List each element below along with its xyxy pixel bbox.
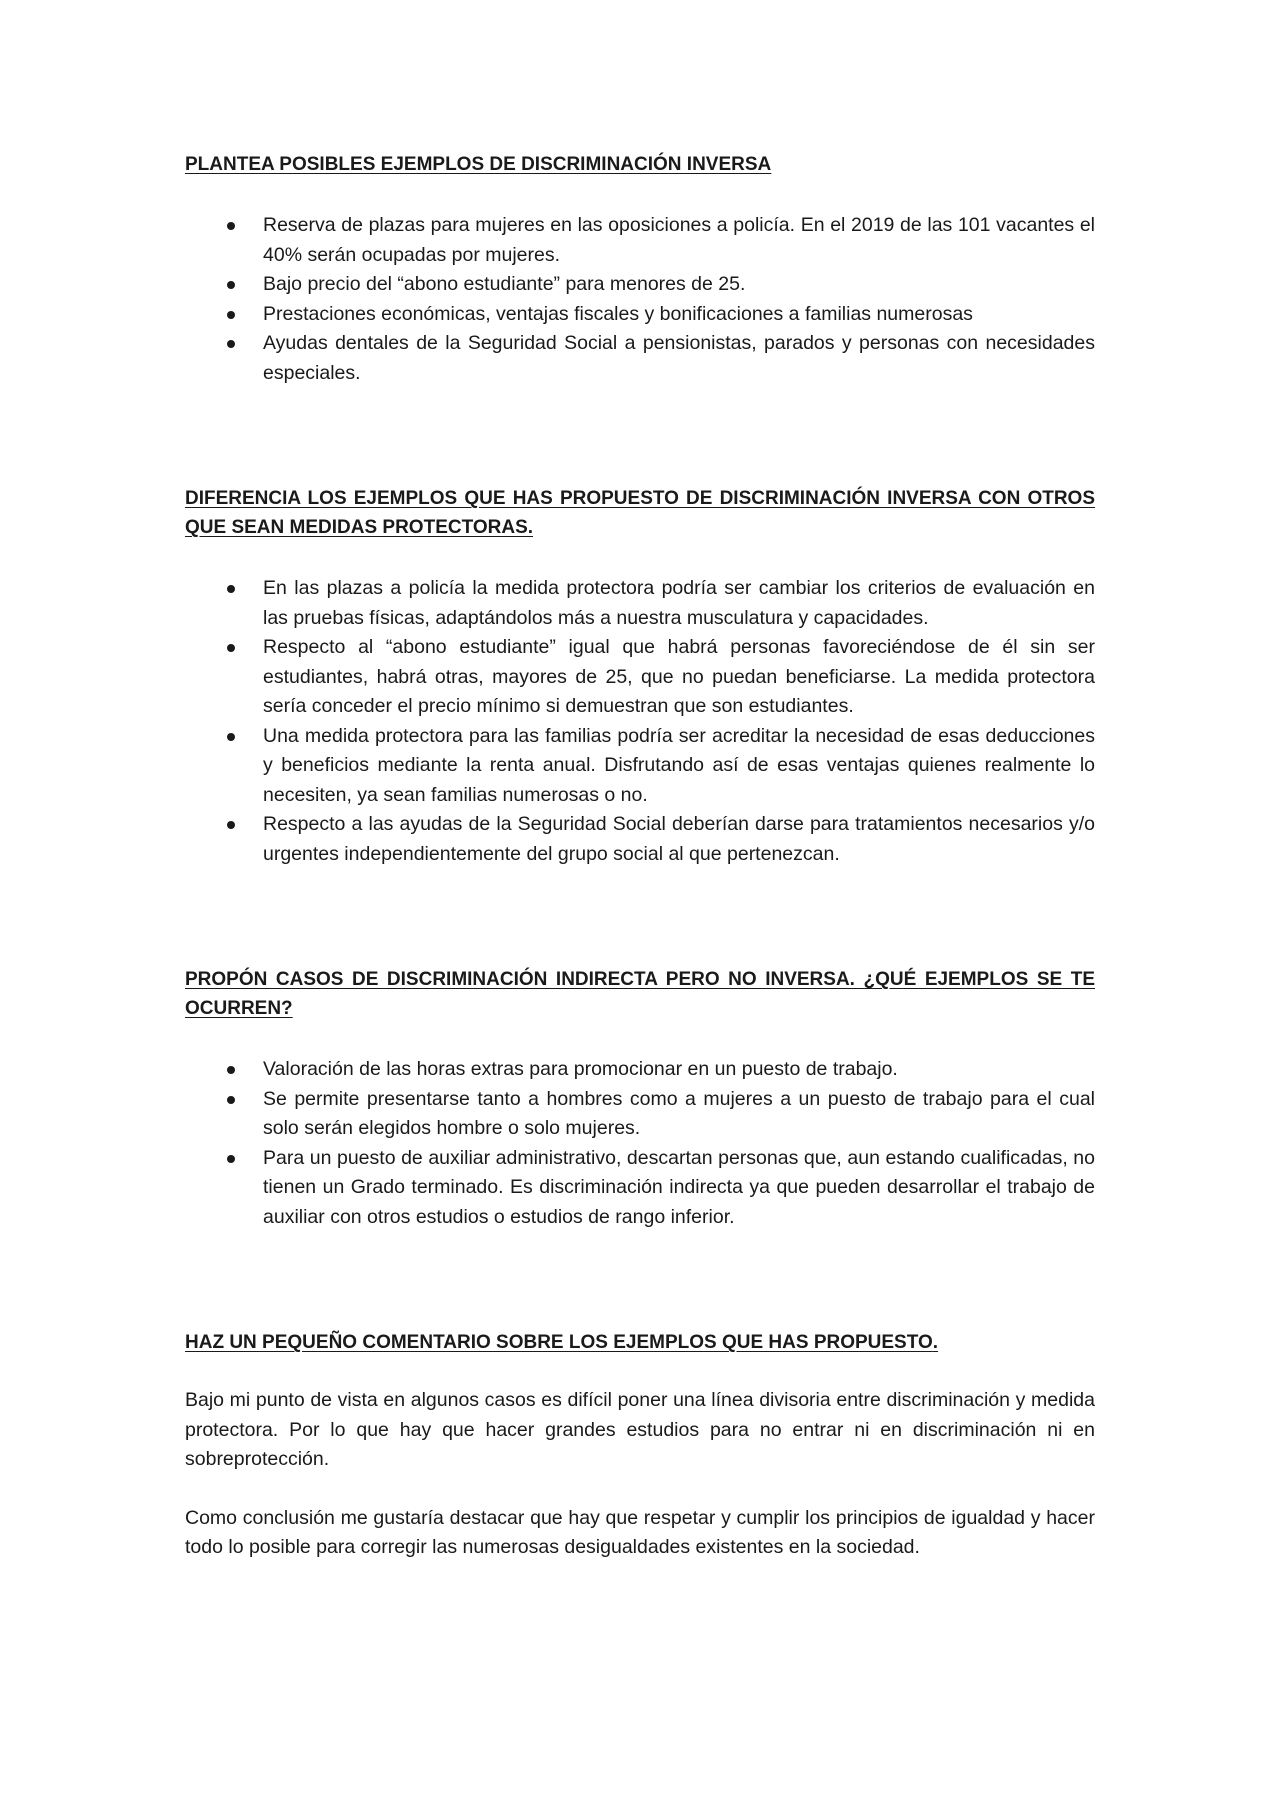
list-item-text: Una medida protectora para las familias podría ser acreditar la necesidad de esas deducciones y beneficios mediante la renta anual. Disfrutando así de esas ventajas quienes realmente lo necesiten, ya sean familias numerosas o no. [263, 724, 1095, 806]
list-item-text: Valoración de las horas extras para promocionar en un puesto de trabajo. [263, 1058, 898, 1080]
section-comentario [185, 1328, 1095, 1563]
list-item [185, 722, 1095, 811]
list-item-text: Reserva de plazas para mujeres en las oposiciones a policía. En el 2019 de las 101 vacantes el 40% serán ocupadas por mujeres. [263, 214, 1095, 266]
section-heading: PROPÓN CASOS DE DISCRIMINACIÓN INDIRECTA PERO NO INVERSA. ¿QUÉ EJEMPLOS SE TE OCURREN? [185, 969, 1095, 1019]
list-item-text: Ayudas dentales de la Seguridad Social a pensionistas, parados y personas con necesidades especiales. [263, 332, 1095, 384]
document-content [185, 150, 1095, 1563]
bullet-icon [227, 1096, 235, 1104]
bullet-icon [227, 733, 235, 741]
section-heading-suffix: . [932, 1332, 939, 1353]
bullet-icon [227, 311, 235, 319]
bullet-icon [227, 340, 235, 348]
bullet-icon [227, 1155, 235, 1163]
bullet-icon [227, 644, 235, 652]
section-discriminacion-indirecta [185, 965, 1095, 1232]
list-item [185, 270, 1095, 300]
bullet-icon [227, 1066, 235, 1074]
list-item [185, 300, 1095, 330]
body-paragraph: Como conclusión me gustaría destacar que hay que respetar y cumplir los principios de igualdad y hacer todo lo posible para corregir las numerosas desigualdades existentes en la sociedad. [185, 1506, 1095, 1558]
list-item-text: Respecto a las ayudas de la Seguridad Social deberían darse para tratamientos necesarios y/o urgentes independientemente del grupo social al que pertenezcan. [263, 813, 1095, 865]
bullet-icon [227, 821, 235, 829]
list-item [185, 1055, 1095, 1085]
list-item [185, 1085, 1095, 1144]
list-item [185, 810, 1095, 869]
section-discriminacion-inversa [185, 150, 1095, 388]
section-heading: DIFERENCIA LOS EJEMPLOS QUE HAS PROPUESTO DE DISCRIMINACIÓN INVERSA CON OTROS QUE SEAN MEDIDAS PROTECTORAS. [185, 488, 1095, 538]
bullet-list [185, 1055, 1095, 1232]
list-item-text: Bajo precio del “abono estudiante” para menores de 25. [263, 273, 746, 295]
list-item [185, 211, 1095, 270]
list-item [185, 574, 1095, 633]
list-item [185, 1144, 1095, 1233]
body-paragraph: Bajo mi punto de vista en algunos casos es difícil poner una línea divisoria entre discriminación y medida protectora. Por lo que hay que hacer grandes estudios para no entrar ni en discriminación ni en sobreprotección. [185, 1389, 1095, 1470]
section-heading [185, 1328, 1095, 1357]
list-item [185, 633, 1095, 722]
section-medidas-protectoras [185, 484, 1095, 869]
list-item-text: Se permite presentarse tanto a hombres como a mujeres a un puesto de trabajo para el cual solo serán elegidos hombre o solo mujeres. [263, 1087, 1095, 1139]
section-heading-text: HAZ UN PEQUEÑO COMENTARIO SOBRE LOS EJEMPLOS QUE HAS PROPUESTO [185, 1332, 933, 1353]
section-heading: PLANTEA POSIBLES EJEMPLOS DE DISCRIMINACIÓN INVERSA [185, 154, 772, 175]
list-item-text: En las plazas a policía la medida protectora podría ser cambiar los criterios de evaluación en las pruebas físicas, adaptándolos más a nuestra musculatura y capacidades. [263, 577, 1095, 629]
list-item-text: Para un puesto de auxiliar administrativo, descartan personas que, aun estando cualificadas, no tienen un Grado terminado. Es discriminación indirecta ya que pueden desarrollar el trabajo de auxiliar con otros estudios o estudios de rango inferior. [263, 1146, 1095, 1228]
list-item-text: Prestaciones económicas, ventajas fiscales y bonificaciones a familias numerosas [263, 302, 973, 325]
bullet-list [185, 574, 1095, 869]
bullet-icon [227, 585, 235, 593]
bullet-icon [227, 222, 235, 230]
list-item-text: Respecto al “abono estudiante” igual que habrá personas favoreciéndose de él sin ser estudiantes, habrá otras, mayores de 25, que no puedan beneficiarse. La medida protectora sería conceder el precio mínimo si demuestran que son estudiantes. [263, 636, 1095, 717]
bullet-list [185, 211, 1095, 388]
bullet-icon [227, 281, 235, 289]
list-item [185, 329, 1095, 388]
